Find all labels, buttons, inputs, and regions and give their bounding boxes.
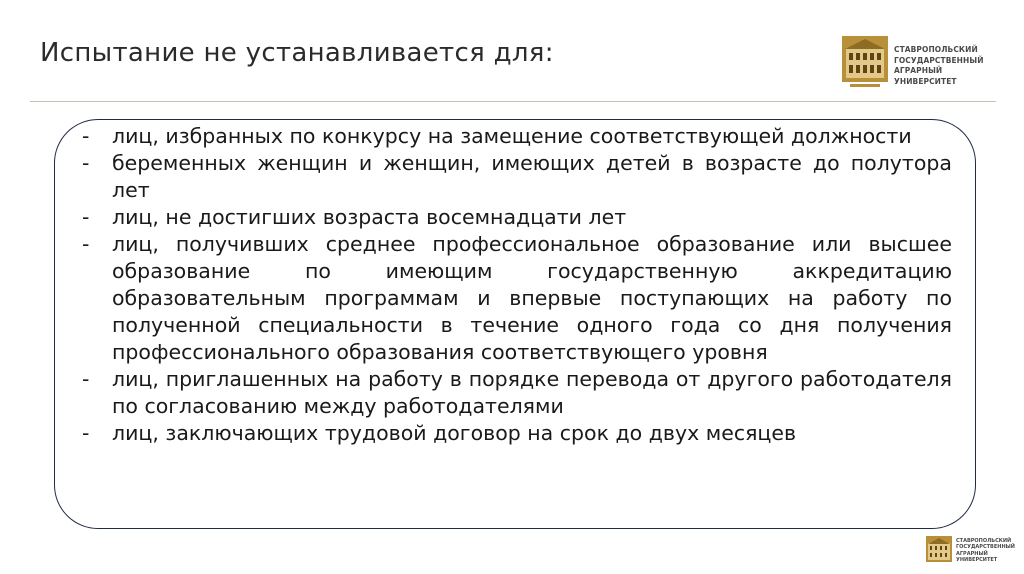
slide-title: Испытание не устанавливается для: <box>40 38 554 68</box>
university-name-small: СТАВРОПОЛЬСКИЙ ГОСУДАРСТВЕННЫЙ АГРАРНЫЙ УНИВЕРСИТЕТ <box>956 538 1015 564</box>
university-building-icon <box>842 36 888 90</box>
list-item-text: беременных женщин и женщин, имеющих детей в возрасте до полутора лет <box>112 151 952 202</box>
university-logo <box>842 36 1002 90</box>
bullet-dash: - <box>82 421 90 445</box>
bullet-dash: - <box>82 205 90 229</box>
bullet-dash: - <box>82 124 90 148</box>
university-logo-small <box>926 536 1022 566</box>
list-item <box>78 231 952 366</box>
university-building-icon <box>926 536 952 564</box>
list-item-text: лиц, заключающих трудовой договор на срок до двух месяцев <box>112 421 797 445</box>
exemption-list <box>78 123 952 447</box>
list-item <box>78 123 952 150</box>
list-item <box>78 366 952 420</box>
list-item <box>78 150 952 204</box>
list-item-text: лиц, получивших среднее профессиональное образование или высшее образование по имеющим государственную аккредитацию образовательным программам и впервые поступающих на работу по полученной специальности в течение одного года со дня получения профессионального образования соответствующего уровня <box>112 232 952 364</box>
bullet-dash: - <box>82 151 90 175</box>
bullet-dash: - <box>82 232 90 256</box>
university-name: СТАВРОПОЛЬСКИЙ ГОСУДАРСТВЕННЫЙ АГРАРНЫЙ УНИВЕРСИТЕТ <box>894 44 984 86</box>
bullet-dash: - <box>82 367 90 391</box>
list-item <box>78 204 952 231</box>
list-item-text: лиц, приглашенных на работу в порядке перевода от другого работодателя по согласованию между работодателями <box>112 367 952 418</box>
title-divider <box>30 101 996 102</box>
list-item-text: лиц, избранных по конкурсу на замещение соответствующей должности <box>112 124 912 148</box>
list-item-text: лиц, не достигших возраста восемнадцати лет <box>112 205 627 229</box>
list-item <box>78 420 952 447</box>
